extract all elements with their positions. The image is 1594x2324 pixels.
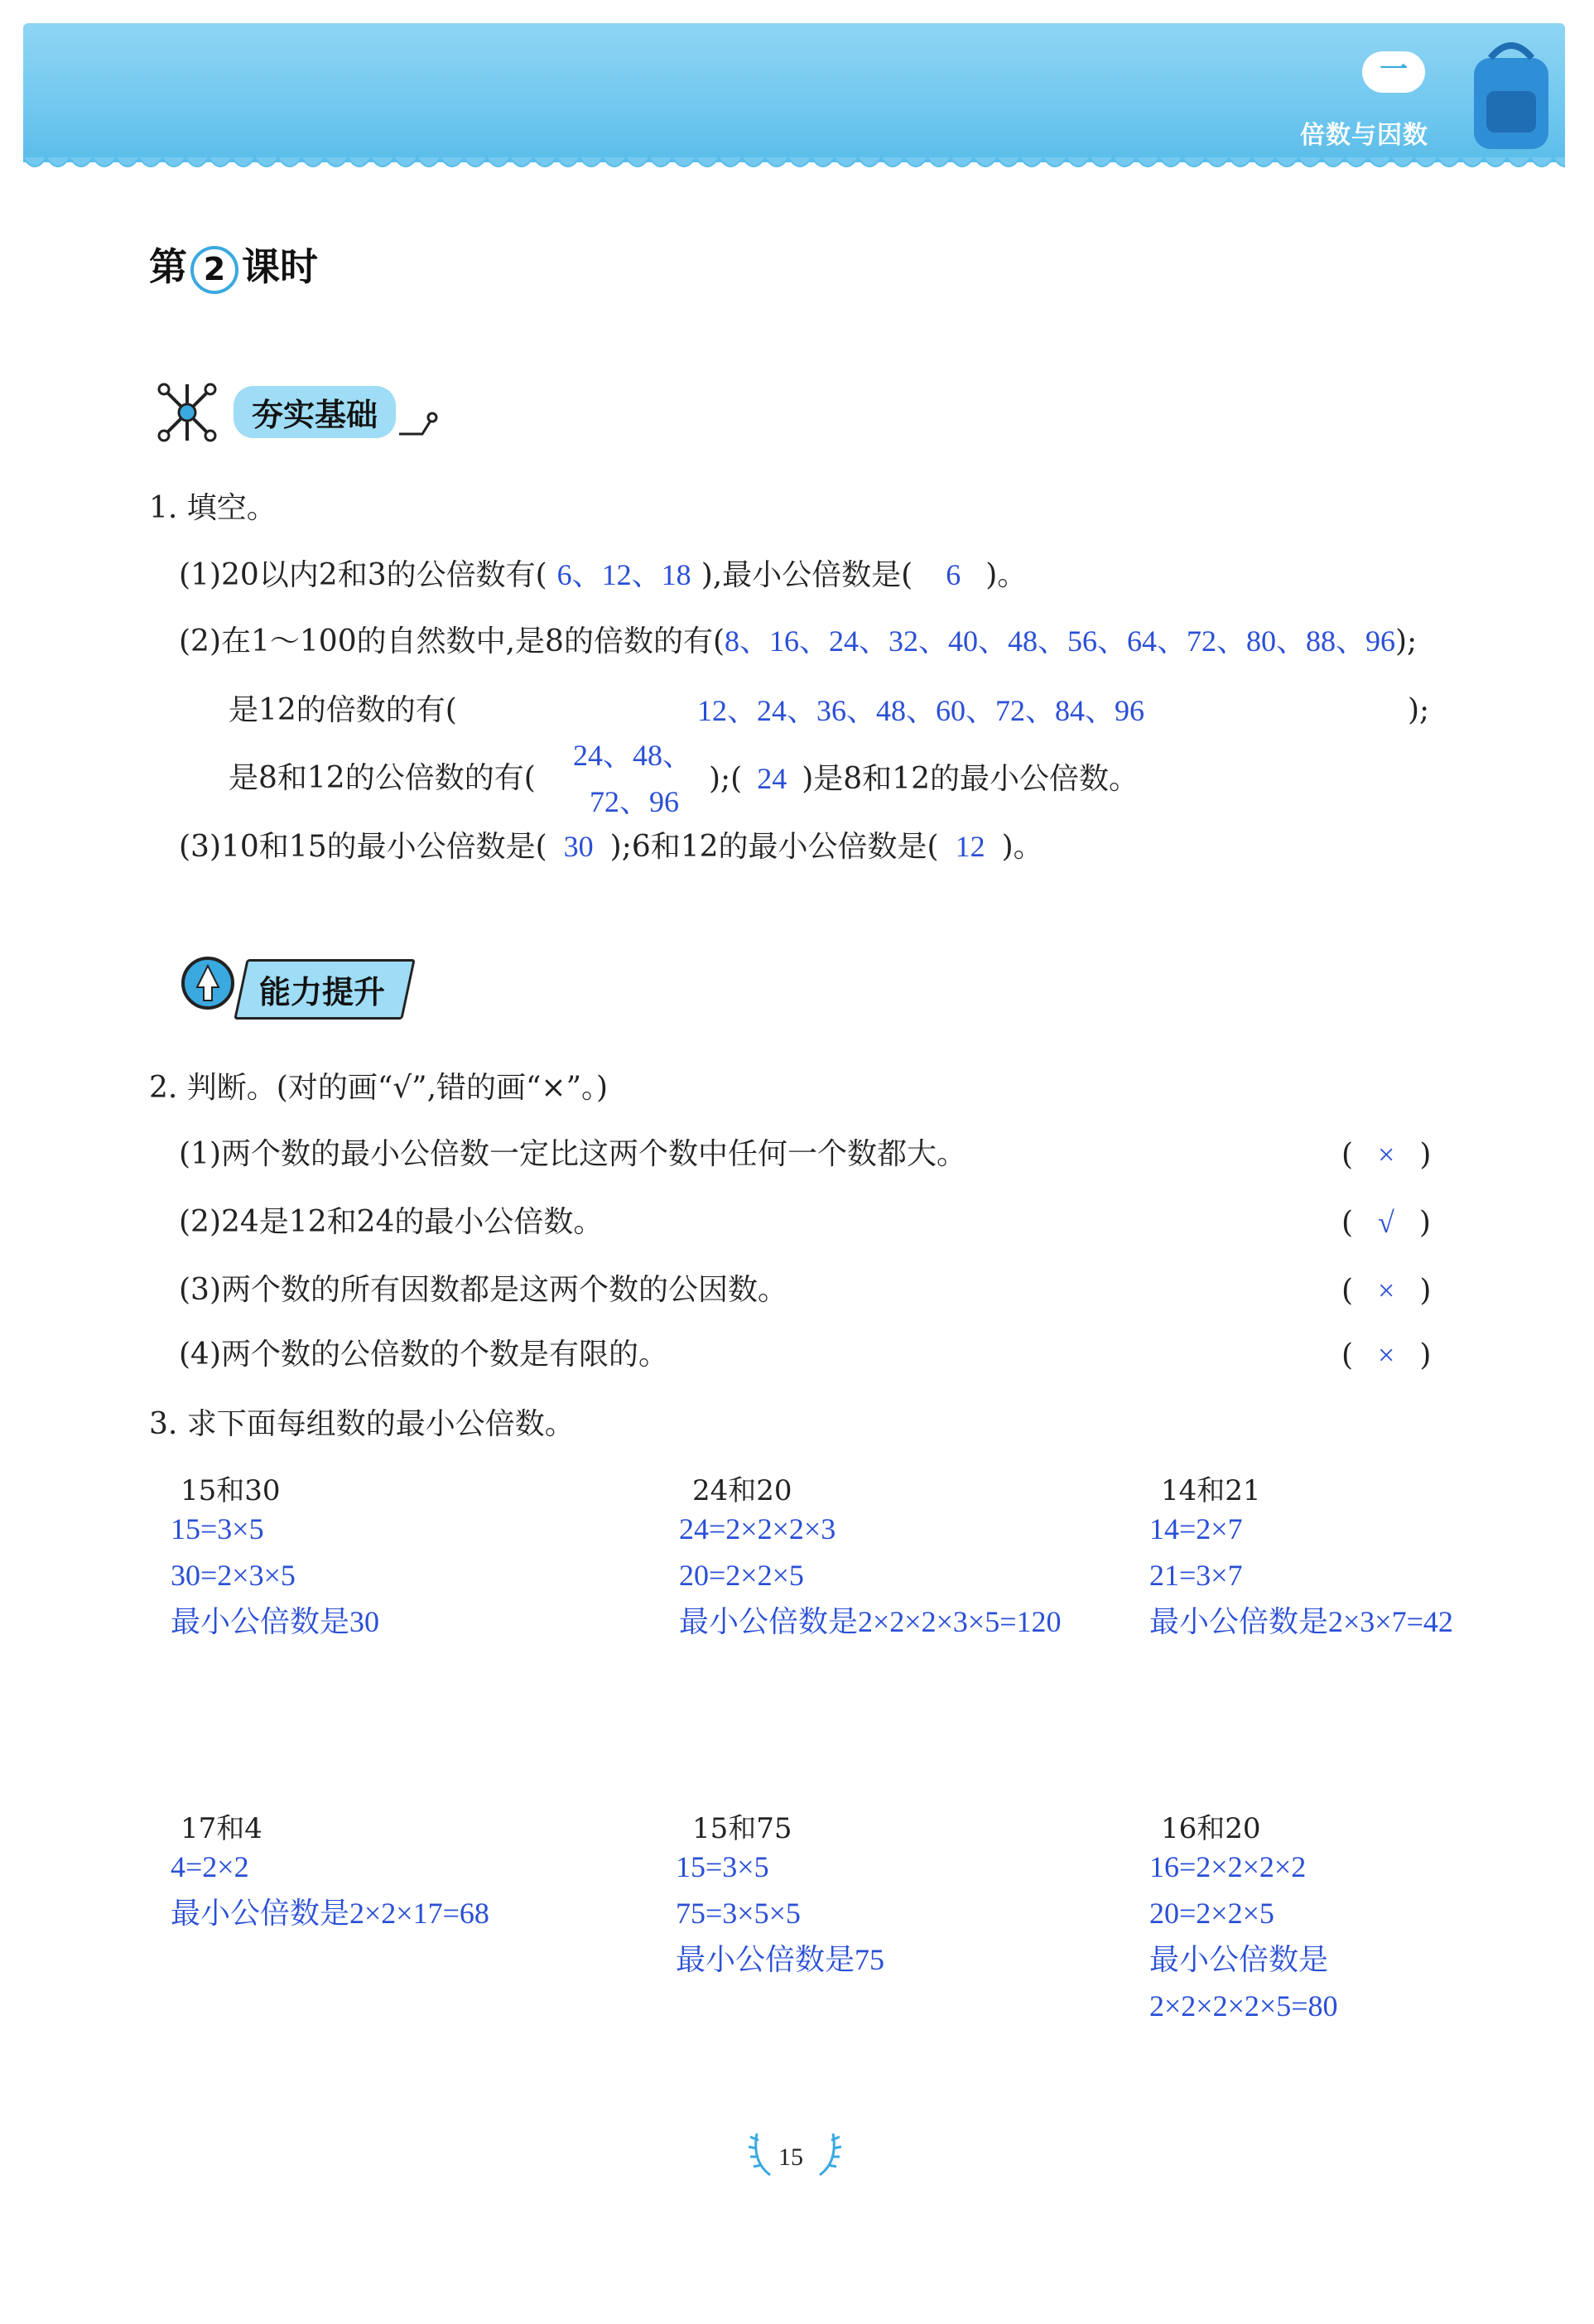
q3-group-3-line-1: 14=2×7 [1149,1512,1243,1545]
section-advanced-label: 能力提升 [259,974,386,1010]
q2-item-2-answer: √ [1378,1206,1394,1239]
q2-item-4: (4)两个数的公倍数的个数是有限的。 [179,1338,668,1372]
q2-item-3-paren: ( × ) [1341,1274,1432,1308]
q3-group-2-label: 24和20 [692,1474,792,1507]
q2-item-4-paren: ( × ) [1341,1338,1432,1372]
q3-group-3-label: 14和21 [1161,1474,1261,1507]
q3-title: 3. 求下面每组数的最小公倍数。 [149,1407,575,1441]
q1-p2-answer1: 8、16、24、32、40、48、56、64、72、80、88、96 [725,624,1396,658]
q2-item-4-answer: × [1378,1338,1395,1372]
q1-part1 [179,557,1027,594]
lesson-title [149,237,318,294]
chapter-title: 倍数与因数 [1300,121,1428,150]
q1-p3-end: )。 [1001,830,1043,864]
q2-item-2: (2)24是12和24的最小公倍数。 [179,1205,604,1239]
section-advanced [234,959,416,1020]
q1-p2-end3: )是8和12的最小公倍数。 [802,762,1139,796]
backpack-icon [1466,33,1557,157]
q3-group-3-line-3: 最小公倍数是2×3×7=42 [1149,1605,1453,1638]
q1-title: 1. 填空。 [149,491,277,525]
scallop-border [23,157,1565,179]
q3-group-6-line-1: 16=2×2×2×2 [1149,1850,1307,1883]
laurel-left-icon [745,2129,778,2178]
q3-group-1-label: 15和30 [181,1474,281,1507]
q2-item-2-paren: ( √ ) [1341,1206,1431,1240]
q2-item-3-answer: × [1378,1274,1395,1307]
q3-group-3-line-2: 21=3×7 [1149,1559,1243,1592]
q1-p2-answer2: 12、24、36、48、60、72、84、96 [697,694,1144,727]
q3-group-4-line-1: 4=2×2 [171,1850,249,1883]
q3-group-5-line-3: 最小公倍数是75 [676,1943,885,1976]
q3-group-6-line-3: 最小公倍数是 [1149,1943,1329,1976]
q3-group-5-line-2: 75=3×5×5 [676,1897,801,1930]
q1-p1-end: )。 [985,558,1028,592]
lesson-number: 2 [190,246,238,294]
lesson-suffix: 课时 [242,244,318,289]
section-basic: 夯实基础 [234,386,396,438]
q1-p2-line3-rest [709,760,1139,798]
q1-p2-answer4: 24 [757,762,787,795]
road-sign-icon [179,954,237,1012]
q2-item-1: (1)两个数的最小公倍数一定比这两个数中任何一个数都大。 [179,1137,966,1171]
q1-p1-answer1: 6、12、18 [556,558,691,591]
q1-p1-answer2: 6 [946,558,961,591]
q3-group-4-line-2: 最小公倍数是2×2×17=68 [171,1897,489,1930]
q3-group-4-label: 17和4 [181,1812,262,1845]
q2-item-3: (3)两个数的所有因数都是这两个数的公因数。 [179,1273,787,1307]
q1-p3-answer2: 12 [955,830,985,863]
q1-p2-end2: ); [1408,693,1430,727]
q3-group-2-line-2: 20=2×2×5 [679,1559,804,1592]
q3-group-2-line-3: 最小公倍数是2×2×2×3×5=120 [679,1605,1062,1638]
q2-title: 2. 判断。(对的画“√”,错的画“×”。) [149,1071,609,1105]
lesson-prefix: 第 [149,244,187,289]
q3-group-5-label: 15和75 [692,1812,792,1845]
q1-p2-line2-prefix: 是12的倍数的有( [229,693,457,727]
q1-part2-line1 [179,623,1417,660]
q1-p1-prefix: (1)20以内2和3的公倍数有( [179,558,547,592]
q3-group-1-line-2: 30=2×3×5 [171,1559,296,1592]
q1-p3-answer1: 30 [563,830,594,863]
q3-group-1-line-3: 最小公倍数是30 [171,1605,380,1638]
q3-group-2-line-1: 24=2×2×2×3 [679,1512,836,1545]
q3-group-6-line-2: 20=2×2×5 [1149,1897,1274,1930]
q3-group-1-line-1: 15=3×5 [171,1512,264,1545]
q1-p2-end1: ); [1395,624,1418,658]
q1-part2-line2 [229,692,457,729]
q1-p2-answer3a: 24、48、 [573,739,693,772]
q3-group-6-label: 16和20 [1161,1812,1261,1845]
q1-p2-line3-prefix: 是8和12的公倍数的有( [229,761,536,795]
q2-item-1-answer: × [1378,1138,1395,1171]
q1-part3 [179,828,1043,865]
connector-icon [397,401,439,442]
q1-p2-answer3b: 72、96 [590,785,680,818]
q1-p2-mid3: );( [709,762,743,796]
laurel-right-icon [811,2129,845,2178]
page-number: 15 [778,2143,803,2171]
molecule-icon [154,379,220,446]
q1-p1-mid: ),最小公倍数是( [701,558,913,592]
q1-p2-prefix: (2)在1～100的自然数中,是8的倍数的有( [179,624,725,658]
q1-p3-prefix: (3)10和15的最小公倍数是( [179,830,547,864]
q1-p3-mid: );6和12的最小公倍数是( [609,830,939,864]
q3-group-5-line-1: 15=3×5 [676,1850,769,1883]
chapter-number-bubble: 一 [1362,51,1425,93]
q3-group-6-line-4: 2×2×2×2×5=80 [1149,1989,1338,2023]
q2-item-1-paren: ( × ) [1341,1138,1432,1172]
